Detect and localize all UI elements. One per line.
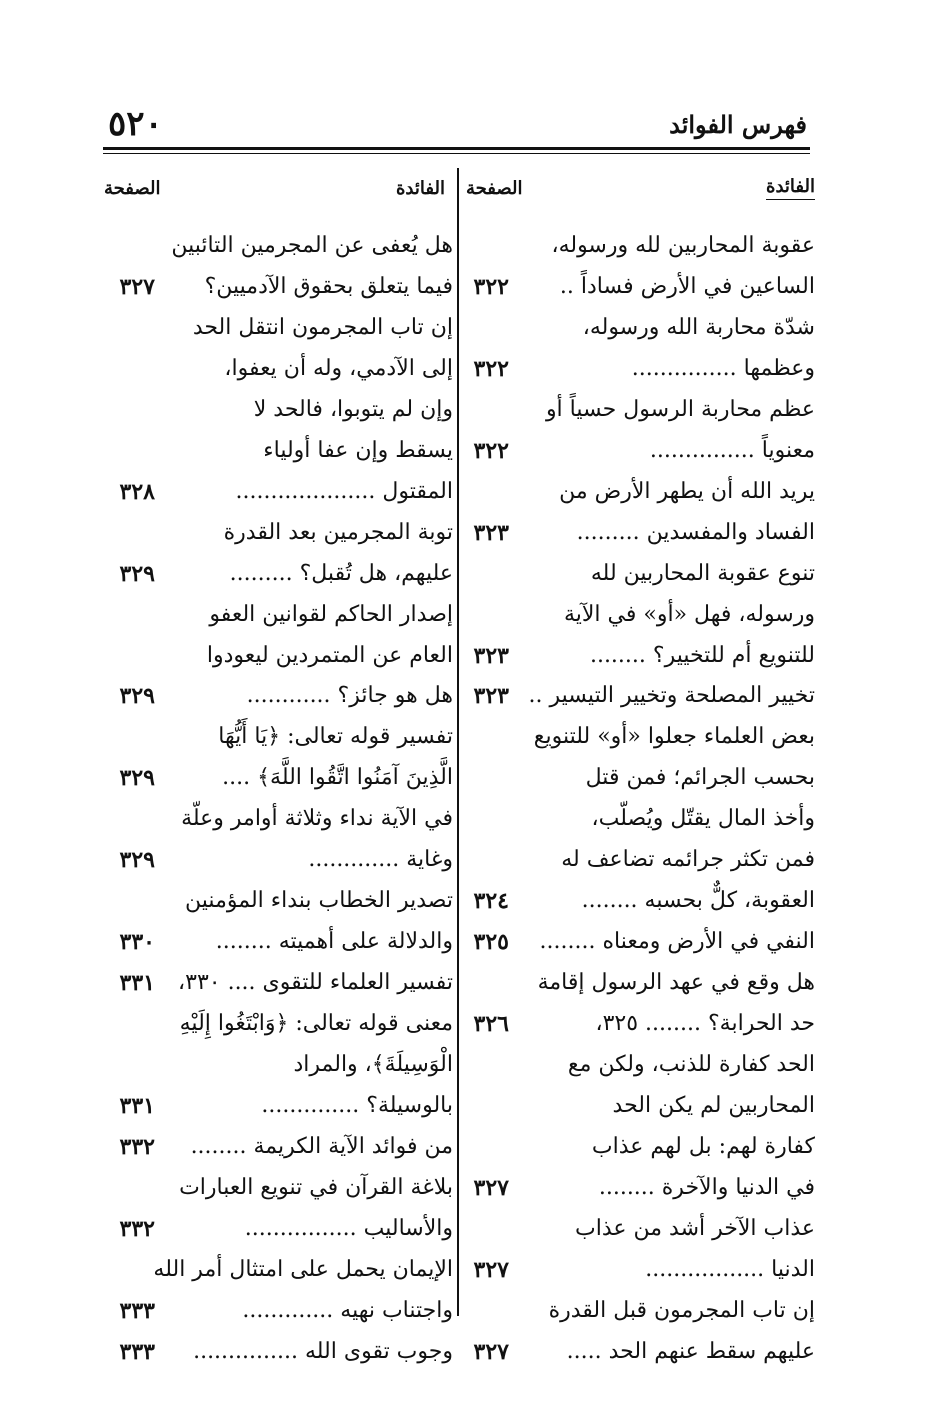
left-page-ref: ٣٣١ bbox=[119, 1093, 155, 1120]
left-benefit-text: تصدير الخطاب بنداء المؤمنين bbox=[185, 888, 453, 914]
left-benefit-text: العام عن المتمردين ليعودوا bbox=[206, 642, 453, 668]
left-page-ref: ٣٢٩ bbox=[119, 560, 155, 587]
right-benefit-text: وعظمها ............... bbox=[631, 355, 815, 381]
left-index-row bbox=[113, 881, 453, 922]
left-benefit-text: المقتول .................... bbox=[235, 478, 453, 504]
left-index-row bbox=[113, 1291, 453, 1332]
right-index-row bbox=[453, 758, 815, 799]
right-index-row bbox=[453, 1209, 815, 1250]
right-benefit-text: النفي في الأرض ومعناه ........ bbox=[539, 929, 815, 955]
right-page-header: الصفحة bbox=[466, 178, 523, 199]
left-page-ref: ٣٢٧ bbox=[119, 273, 155, 300]
right-index-row bbox=[453, 226, 815, 267]
left-index-row bbox=[113, 472, 453, 513]
left-index-row bbox=[113, 554, 453, 595]
right-benefit-text: للتنويع أم للتخيير؟ ........ bbox=[589, 642, 815, 668]
right-benefit-text: الفساد والمفسدين ......... bbox=[576, 519, 815, 545]
left-index-row bbox=[113, 513, 453, 554]
right-benefit-text: عقوبة المحاربين لله ورسوله، bbox=[551, 233, 815, 258]
right-index-row bbox=[453, 1004, 815, 1045]
left-benefit-text: عليهم، هل تُقبل؟ ......... bbox=[229, 560, 453, 586]
right-index-row bbox=[453, 963, 815, 1004]
left-index-row bbox=[113, 595, 453, 636]
right-page-ref: ٣٢٢ bbox=[473, 437, 509, 464]
right-index-row bbox=[453, 1250, 815, 1291]
right-benefit-text: بعض العلماء جعلوا «أو» للتنويع bbox=[533, 724, 815, 750]
left-index-row bbox=[113, 717, 453, 758]
left-index-row bbox=[113, 676, 453, 717]
right-index-row bbox=[453, 636, 815, 677]
right-page-ref: ٣٢٦ bbox=[473, 1011, 509, 1038]
right-benefit-text: عذاب الآخر أشد من عذاب bbox=[575, 1215, 815, 1241]
left-index-row bbox=[113, 1045, 453, 1086]
right-page-ref: ٣٢٥ bbox=[473, 929, 509, 956]
right-benefit-text: إن تاب المجرمون قبل القدرة bbox=[548, 1297, 815, 1323]
right-benefit-text: عليهم سقط عنهم الحد ..... bbox=[566, 1338, 815, 1364]
right-column bbox=[453, 226, 815, 1373]
left-benefit-text: هل هو جائز؟ ............ bbox=[246, 683, 453, 709]
right-index-row bbox=[453, 267, 815, 308]
left-index-row bbox=[113, 1332, 453, 1373]
left-benefit-text: في الآية نداء وثلاثة أوامر وعلّة bbox=[181, 806, 453, 832]
right-page-ref: ٣٢٢ bbox=[473, 273, 509, 300]
left-index-row bbox=[113, 799, 453, 840]
right-index-row bbox=[453, 595, 815, 636]
left-benefit-text: والدلالة على أهميته ........ bbox=[215, 929, 453, 955]
left-benefit-header: الفائدة bbox=[396, 178, 445, 199]
left-benefit-text: بالوسيلة؟ .............. bbox=[261, 1093, 453, 1119]
right-benefit-text: كفارة لهم: بل لهم عذاب bbox=[591, 1133, 815, 1159]
right-index-row bbox=[453, 1332, 815, 1373]
right-index-row bbox=[453, 513, 815, 554]
left-page-ref: ٣٣٢ bbox=[119, 1215, 155, 1242]
right-index-row bbox=[453, 1086, 815, 1127]
page-number: ٥٢٠ bbox=[108, 104, 163, 144]
left-index-row bbox=[113, 963, 453, 1004]
right-page-ref: ٣٢٣ bbox=[473, 519, 509, 546]
left-benefit-text: إلى الآدمي، وله أن يعفوا، bbox=[224, 355, 453, 381]
running-title: فهرس الفوائد bbox=[669, 110, 807, 139]
left-index-row bbox=[113, 1168, 453, 1209]
left-benefit-text: تفسير العلماء للتقوى .... ٣٣٠، bbox=[178, 970, 453, 996]
right-index-row bbox=[453, 1291, 815, 1332]
right-benefit-header: الفائدة bbox=[766, 176, 815, 200]
left-index-row bbox=[113, 267, 453, 308]
left-index-row bbox=[113, 636, 453, 677]
left-benefit-text: وجوب تقوى الله ............... bbox=[193, 1338, 453, 1364]
left-benefit-text: فيما يتعلق بحقوق الآدميين؟ bbox=[204, 273, 453, 299]
left-index-row bbox=[113, 1086, 453, 1127]
left-benefit-text: إصدار الحاكم لقوانين العفو bbox=[209, 601, 453, 627]
right-benefit-text: تنوع عقوبة المحاربين لله bbox=[590, 560, 815, 586]
right-benefit-text: حد الحرابة؟ ........ ٣٢٥، bbox=[595, 1011, 815, 1037]
right-page-ref: ٣٢٤ bbox=[473, 888, 509, 915]
right-benefit-text: هل وقع في عهد الرسول إقامة bbox=[537, 970, 815, 996]
right-index-row bbox=[453, 717, 815, 758]
right-page-ref: ٣٢٣ bbox=[473, 642, 509, 669]
right-index-row bbox=[453, 349, 815, 390]
left-benefit-text: يسقط وإن عفا أولياء bbox=[263, 437, 453, 463]
right-index-row bbox=[453, 431, 815, 472]
left-benefit-text: إن تاب المجرمون انتقل الحد bbox=[192, 314, 453, 340]
left-benefit-text: توبة المجرمين بعد القدرة bbox=[223, 519, 453, 545]
left-index-row bbox=[113, 226, 453, 267]
left-column bbox=[113, 226, 453, 1373]
left-benefit-text: معنى قوله تعالى: ﴿وَابْتَغُوا إِلَيْهِ bbox=[179, 1011, 453, 1037]
right-index-row bbox=[453, 922, 815, 963]
left-index-row bbox=[113, 1250, 453, 1291]
right-benefit-text: معنوياً ............... bbox=[649, 437, 815, 463]
left-index-row bbox=[113, 390, 453, 431]
left-benefit-text: الإيمان يحمل على امتثال أمر الله bbox=[153, 1256, 453, 1282]
right-benefit-text: العقوبة، كلٌّ بحسبه ........ bbox=[581, 888, 815, 914]
left-benefit-text: الْوَسِيلَةَ﴾، والمراد bbox=[293, 1052, 453, 1078]
left-index-row bbox=[113, 1127, 453, 1168]
right-index-row bbox=[453, 1045, 815, 1086]
left-index-row bbox=[113, 349, 453, 390]
header-rule-thin bbox=[103, 153, 810, 154]
right-index-row bbox=[453, 881, 815, 922]
left-page-ref: ٣٣٠ bbox=[119, 929, 155, 956]
left-page-ref: ٣٣٣ bbox=[119, 1297, 155, 1324]
right-benefit-text: الدنيا ................. bbox=[645, 1256, 815, 1282]
left-benefit-text: من فوائد الآية الكريمة ........ bbox=[190, 1133, 453, 1159]
right-page-ref: ٣٢٧ bbox=[473, 1174, 509, 1201]
left-page-ref: ٣٣٣ bbox=[119, 1338, 155, 1365]
left-index-row bbox=[113, 431, 453, 472]
right-benefit-text: يريد الله أن يطهر الأرض من bbox=[559, 478, 815, 504]
right-page-ref: ٣٢٧ bbox=[473, 1256, 509, 1283]
right-benefit-text: فمن تكثر جرائمه تضاعف له bbox=[561, 847, 815, 873]
right-benefit-text: عظم محاربة الرسول حسياً أو bbox=[545, 396, 815, 422]
right-index-row bbox=[453, 554, 815, 595]
right-page-ref: ٣٢٣ bbox=[473, 683, 509, 710]
left-index-row bbox=[113, 1004, 453, 1045]
right-benefit-text: وأخذ المال يقتّل ويُصلّب، bbox=[591, 806, 815, 832]
left-benefit-text: والأساليب ................ bbox=[244, 1215, 453, 1241]
right-page-ref: ٣٢٧ bbox=[473, 1338, 509, 1365]
right-index-row bbox=[453, 390, 815, 431]
header-rule bbox=[103, 147, 810, 150]
left-page-ref: ٣٢٩ bbox=[119, 847, 155, 874]
left-index-row bbox=[113, 308, 453, 349]
left-benefit-text: الَّذِينَ آمَنُوا اتَّقُوا اللَّهَ﴾ .... bbox=[222, 765, 453, 791]
left-index-row bbox=[113, 840, 453, 881]
left-page-header: الصفحة bbox=[104, 178, 161, 199]
left-index-row bbox=[113, 922, 453, 963]
right-benefit-text: شدّة محاربة الله ورسوله، bbox=[582, 314, 815, 340]
right-index-row bbox=[453, 1127, 815, 1168]
left-index-row bbox=[113, 1209, 453, 1250]
right-page-ref: ٣٢٢ bbox=[473, 355, 509, 382]
right-index-row bbox=[453, 799, 815, 840]
left-page-ref: ٣٢٨ bbox=[119, 478, 155, 505]
left-page-ref: ٣٣٢ bbox=[119, 1133, 155, 1160]
right-benefit-text: بحسب الجرائم؛ فمن قتل bbox=[585, 765, 815, 791]
left-benefit-text: وإن لم يتوبوا، فالحد لا bbox=[253, 396, 453, 422]
left-page-ref: ٣٢٩ bbox=[119, 683, 155, 710]
right-index-row bbox=[453, 472, 815, 513]
right-index-row bbox=[453, 840, 815, 881]
left-page-ref: ٣٣١ bbox=[119, 970, 155, 997]
right-benefit-text: تخيير المصلحة وتخيير التيسير .. bbox=[528, 683, 815, 709]
right-benefit-text: المحاربين لم يكن الحد bbox=[612, 1093, 815, 1119]
left-index-row bbox=[113, 758, 453, 799]
right-benefit-text: في الدنيا والآخرة ........ bbox=[598, 1174, 815, 1200]
left-benefit-text: هل يُعفى عن المجرمين التائبين bbox=[171, 233, 453, 258]
left-benefit-text: بلاغة القرآن في تنويع العبارات bbox=[179, 1174, 453, 1200]
right-index-row bbox=[453, 1168, 815, 1209]
right-benefit-text: الساعين في الأرض فساداً .. bbox=[559, 273, 815, 299]
right-benefit-text: ورسوله، فهل «أو» في الآية bbox=[563, 601, 815, 627]
right-benefit-text: الحد كفارة للذنب، ولكن مع bbox=[567, 1052, 815, 1078]
right-index-row bbox=[453, 308, 815, 349]
left-benefit-text: واجتناب نهيه ............. bbox=[242, 1297, 453, 1323]
left-benefit-text: تفسير قوله تعالى: ﴿يَا أَيُّهَا bbox=[218, 724, 453, 750]
left-benefit-text: وغاية ............. bbox=[308, 847, 453, 873]
right-index-row bbox=[453, 676, 815, 717]
left-page-ref: ٣٢٩ bbox=[119, 765, 155, 792]
